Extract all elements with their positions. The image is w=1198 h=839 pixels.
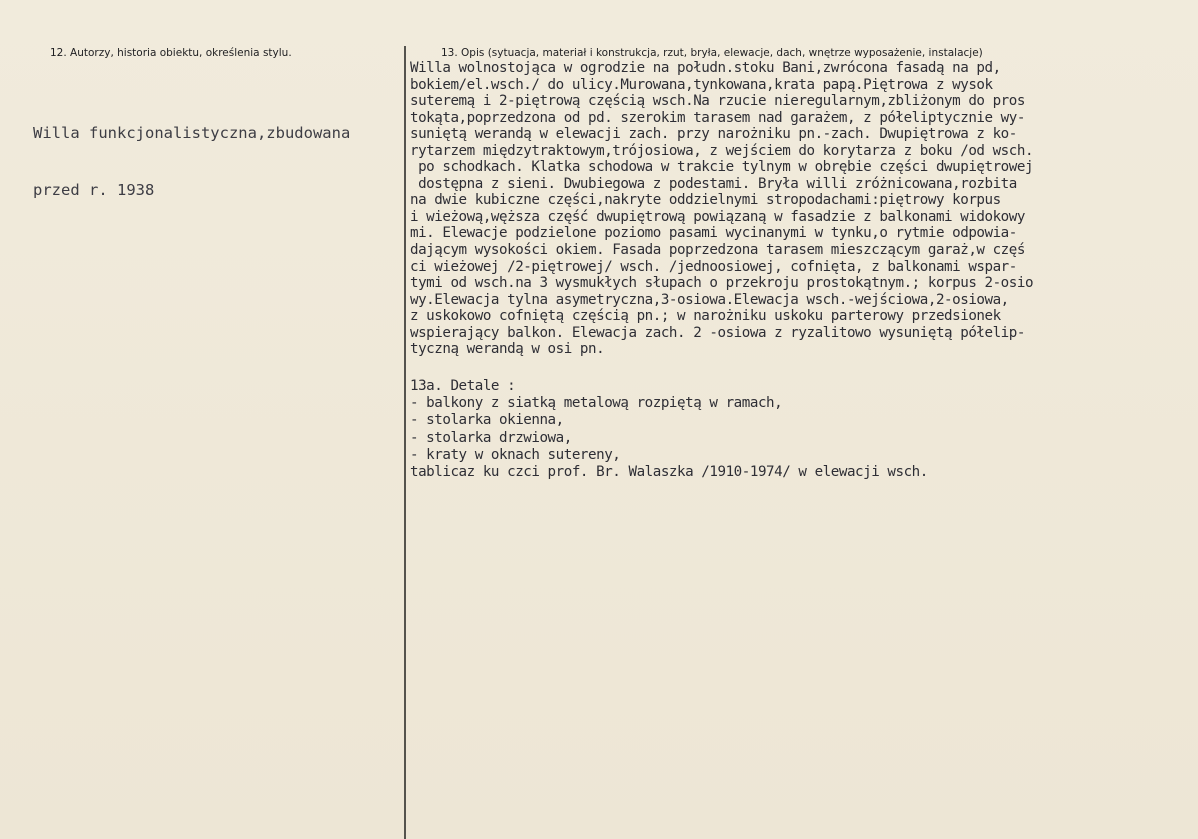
description-line: suteremą i 2-piętrową częścią wsch.Na rzucie nieregularnym,zbliżonym do pros (410, 93, 1025, 110)
section-12-header: 12. Autorzy, historia obiektu, określenia stylu. (50, 47, 292, 59)
description-line: z uskokowo cofniętą częścią pn.; w narożniku uskoku parterowy przedsionek (410, 308, 1001, 325)
description-line: bokiem/el.wsch./ do ulicy.Murowana,tynkowana,krata papą.Piętrowa z wysok (410, 76, 993, 93)
description-line: po schodkach. Klatka schodowa w trakcie tylnym w obrębie części dwupiętrowej (410, 159, 1034, 176)
description-line: na dwie kubiczne części,nakryte oddzielnymi stropodachami:piętrowy korpus (410, 192, 1001, 209)
details-item: - stolarka okienna, (410, 412, 564, 429)
description-line: rytarzem międzytraktowym,trójosiowa, z wejściem do korytarza z boku /od wsch. (410, 142, 1034, 159)
description-line: dostępna z sieni. Dwubiegowa z podestami. Bryła willi zróżnicowana,rozbita (410, 175, 1017, 192)
details-section (410, 378, 1196, 481)
details-item: - kraty w oknach sutereny, (410, 446, 621, 463)
authors-line-1: Willa funkcjonalistyczna,zbudowana (33, 124, 351, 142)
details-item: - stolarka drzwiowa, (410, 429, 572, 446)
section-13-header: 13. Opis (sytuacja, materiał i konstrukcja, rzut, bryła, elewacje, dach, wnętrze wyposażenie, instalacje) (441, 47, 983, 59)
description-line: dającym wysokości okiem. Fasada poprzedzona tarasem mieszczącym garaż,w częś (410, 242, 1025, 259)
details-item: - balkony z siatką metalową rozpiętą w ramach, (410, 395, 783, 412)
authors-history-text (33, 86, 383, 238)
description-line: Willa wolnostojąca w ogrodzie na połudn.stoku Bani,zwrócona fasadą na pd, (410, 60, 1001, 76)
column-divider (404, 46, 406, 839)
authors-line-2: przed r. 1938 (33, 181, 155, 199)
description-line: tyczną werandą w osi pn. (410, 341, 605, 358)
description-line: mi. Elewacje podzielone poziomo pasami wycinanymi w tynku,o rytmie odpowia- (410, 225, 1017, 242)
details-heading: 13a. Detale : (410, 378, 516, 394)
description-line: ci wieżowej /2-piętrowej/ wsch. /jednoosiowej, cofnięta, z balkonami wspar- (410, 258, 1017, 275)
description-line: i wieżową,węższa część dwupiętrową powiązaną w fasadzie z balkonami widokowy (410, 208, 1025, 225)
details-item: tablicaz ku czci prof. Br. Walaszka /1910-1974/ w elewacji wsch. (410, 463, 928, 480)
description-line: tymi od wsch.na 3 wysmukłych słupach o przekroju prostokątnym.; korpus 2-osio (410, 275, 1034, 292)
description-line: tokąta,poprzedzona od pd. szerokim tarasem nad garażem, z półeliptycznie wy- (410, 109, 1025, 126)
description-line: suniętą werandą w elewacji zach. przy narożniku pn.-zach. Dwupiętrowa z ko- (410, 126, 1017, 143)
description-line: wspierający balkon. Elewacja zach. 2 -osiowa z ryzalitowo wysuniętą półelip- (410, 324, 1025, 341)
description-text (410, 60, 1196, 358)
description-line: wy.Elewacja tylna asymetryczna,3-osiowa.Elewacja wsch.-wejściowa,2-osiowa, (410, 291, 1009, 308)
